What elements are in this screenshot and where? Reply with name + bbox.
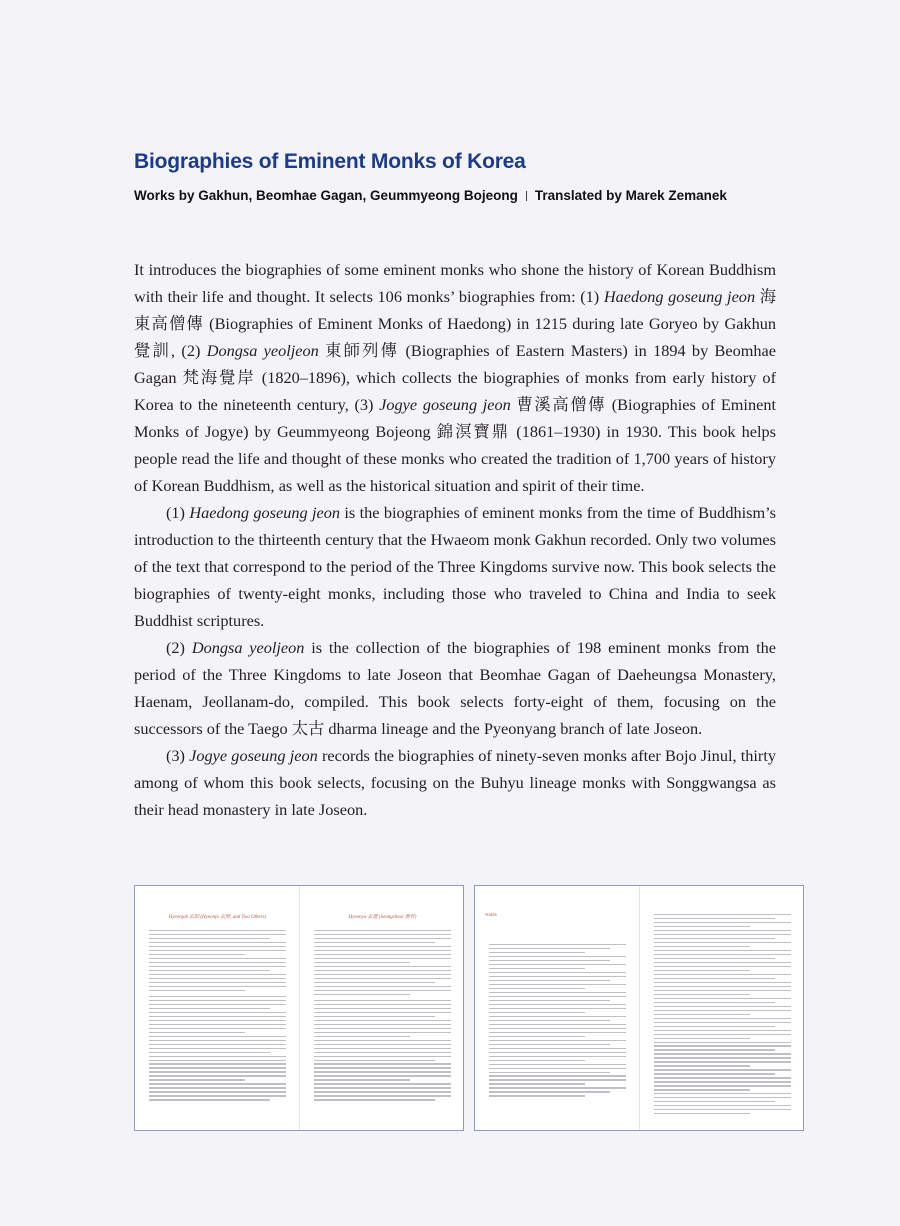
text-line-placeholder xyxy=(314,962,410,963)
text-line-placeholder xyxy=(654,954,791,955)
text-line-placeholder xyxy=(489,968,585,969)
text-line-placeholder xyxy=(314,958,451,959)
text-line-placeholder xyxy=(489,1091,610,1092)
work-title-italic: Haedong goseung jeon xyxy=(603,287,756,306)
text-line-placeholder xyxy=(314,990,451,991)
text-line-placeholder xyxy=(654,986,791,987)
text-line-placeholder xyxy=(149,966,286,967)
text-line-placeholder xyxy=(489,976,626,977)
works-credit: Works by Gakhun, Beomhae Gagan, Geummyeong Bojeong xyxy=(134,188,518,203)
text-line-placeholder xyxy=(314,994,410,995)
text-line-placeholder xyxy=(489,972,626,973)
text-line-placeholder xyxy=(654,994,750,995)
text-line-placeholder xyxy=(654,1105,791,1106)
text-line-placeholder xyxy=(654,926,750,927)
sample-page-left xyxy=(135,886,300,1131)
text-line-placeholder xyxy=(314,1032,451,1033)
text-line-placeholder xyxy=(314,970,451,971)
text-line-placeholder xyxy=(149,934,286,935)
text-line-placeholder xyxy=(654,1042,791,1043)
text-line-placeholder xyxy=(654,918,775,919)
text-line-placeholder xyxy=(654,914,791,915)
text-line-placeholder xyxy=(489,944,626,945)
text-line-placeholder xyxy=(489,1028,626,1029)
text-line-placeholder xyxy=(654,1034,791,1035)
work-title-italic: Jogye goseung jeon xyxy=(189,746,318,765)
text-lines xyxy=(314,930,451,1103)
text-line-placeholder xyxy=(654,1069,791,1070)
running-header xyxy=(650,895,795,901)
sample-notes-page-left xyxy=(475,886,640,1131)
text-line-placeholder xyxy=(489,1048,626,1049)
sample-spread-notes xyxy=(474,885,804,1131)
text-line-placeholder xyxy=(654,966,791,967)
text-line-placeholder xyxy=(654,938,775,939)
text-line-placeholder xyxy=(314,1016,435,1017)
text-line-placeholder xyxy=(149,1060,286,1061)
text-line-placeholder xyxy=(314,1095,451,1096)
text-line-placeholder xyxy=(654,1089,750,1090)
text-line-placeholder xyxy=(654,958,775,959)
running-header xyxy=(310,895,455,901)
text-line-placeholder xyxy=(149,996,286,997)
text-line-placeholder xyxy=(489,956,626,957)
text-line-placeholder xyxy=(314,1052,451,1053)
text-run: (1) xyxy=(166,503,190,522)
text-line-placeholder xyxy=(149,1020,286,1021)
text-line-placeholder xyxy=(314,1040,451,1041)
text-line-placeholder xyxy=(314,1020,451,1021)
text-line-placeholder xyxy=(314,1000,451,1001)
text-line-placeholder xyxy=(489,1083,585,1084)
text-line-placeholder xyxy=(654,1097,791,1098)
sample-page-heading: Hyeonjak 玄昭 (Hyeonjo 玄照, and Two Others) xyxy=(168,915,267,920)
credits-line xyxy=(134,188,727,203)
text-line-placeholder xyxy=(654,946,750,947)
text-line-placeholder xyxy=(654,1061,791,1062)
text-line-placeholder xyxy=(314,1044,451,1045)
sample-page-right xyxy=(300,886,464,1131)
text-run: is the collection of the biographies of 198 eminent monks from the period of the Three Kingdoms to late Joseon that Beomhae Gagan of Daeheungsa Monastery, Haenam, Jeollanam-do, compiled. This book selects forty-eight of them, focusing on the successors of the Taego 太古 dharma lineage and the Pyeonyang branch of late Joseon. xyxy=(134,638,777,738)
text-line-placeholder xyxy=(314,974,451,975)
text-line-placeholder xyxy=(314,1083,451,1084)
text-line-placeholder xyxy=(314,1067,451,1068)
text-line-placeholder xyxy=(314,1060,435,1061)
text-line-placeholder xyxy=(314,930,451,931)
text-line-placeholder xyxy=(314,1048,451,1049)
text-line-placeholder xyxy=(489,988,585,989)
text-line-placeholder xyxy=(314,1099,435,1100)
text-line-placeholder xyxy=(654,934,791,935)
work-title-italic: Dongsa yeoljeon xyxy=(206,341,319,360)
text-line-placeholder xyxy=(489,1056,626,1057)
text-line-placeholder xyxy=(314,938,451,939)
text-line-placeholder xyxy=(149,930,286,931)
text-line-placeholder xyxy=(654,1093,791,1094)
text-line-placeholder xyxy=(489,1008,626,1009)
text-line-placeholder xyxy=(654,1053,791,1054)
text-line-placeholder xyxy=(654,1113,750,1114)
text-line-placeholder xyxy=(149,938,270,939)
text-line-placeholder xyxy=(314,1071,451,1072)
text-line-placeholder xyxy=(149,954,245,955)
text-line-placeholder xyxy=(654,974,791,975)
text-line-placeholder xyxy=(654,922,791,923)
text-line-placeholder xyxy=(489,960,610,961)
text-line-placeholder xyxy=(489,1072,610,1073)
text-line-placeholder xyxy=(149,1095,286,1096)
text-line-placeholder xyxy=(654,930,791,931)
text-line-placeholder xyxy=(149,978,286,979)
text-line-placeholder xyxy=(654,1077,791,1078)
text-run: It introduces the biographies of some eminent monks who shone the history of Korean Buddhism with their life and thought. It selects 106 monks’ biographies from: (1) xyxy=(134,260,776,306)
text-line-placeholder xyxy=(149,1012,286,1013)
text-line-placeholder xyxy=(149,1052,270,1053)
sample-notes-page-right xyxy=(640,886,804,1131)
text-line-placeholder xyxy=(314,1056,451,1057)
text-line-placeholder xyxy=(314,954,451,955)
text-line-placeholder xyxy=(654,1065,750,1066)
text-line-placeholder xyxy=(489,980,610,981)
text-line-placeholder xyxy=(489,1068,626,1069)
notes-lines xyxy=(489,944,626,1099)
text-line-placeholder xyxy=(654,1010,791,1011)
text-line-placeholder xyxy=(654,1030,791,1031)
text-line-placeholder xyxy=(149,974,286,975)
text-line-placeholder xyxy=(654,962,791,963)
text-line-placeholder xyxy=(654,978,775,979)
text-line-placeholder xyxy=(489,1044,610,1045)
book-description xyxy=(134,256,776,823)
text-line-placeholder xyxy=(654,1057,791,1058)
text-line-placeholder xyxy=(489,1016,626,1017)
description-paragraph-2 xyxy=(134,499,776,634)
text-line-placeholder xyxy=(654,990,791,991)
text-line-placeholder xyxy=(489,992,626,993)
text-line-placeholder xyxy=(489,948,610,949)
text-line-placeholder xyxy=(149,1032,245,1033)
text-line-placeholder xyxy=(314,942,435,943)
text-line-placeholder xyxy=(149,1087,286,1088)
notes-heading: Notes xyxy=(485,913,497,918)
running-header xyxy=(485,895,630,901)
text-line-placeholder xyxy=(489,1004,626,1005)
text-line-placeholder xyxy=(149,1040,286,1041)
running-header xyxy=(145,895,290,901)
text-line-placeholder xyxy=(149,990,245,991)
text-line-placeholder xyxy=(314,986,451,987)
text-run: 曹溪高僧傳 (Biographies of Eminent Monks of Jogye) by Geummyeong Bojeong 錦溟寶鼎 (1861–1930) in 1930. This book helps people read the life and thought of these monks who created the tradition of 1,700 years of history of Korean Buddhism, as well as the historical situation and spirit of their time. xyxy=(134,395,776,495)
text-line-placeholder xyxy=(489,1075,626,1076)
text-line-placeholder xyxy=(654,1073,775,1074)
text-line-placeholder xyxy=(489,1052,626,1053)
sample-page-heading: Hyeonyu 玄遊 (Seungcheol 僧哲) xyxy=(348,915,417,920)
text-line-placeholder xyxy=(149,1067,286,1068)
text-line-placeholder xyxy=(149,1079,245,1080)
text-line-placeholder xyxy=(654,998,791,999)
text-line-placeholder xyxy=(314,966,451,967)
text-line-placeholder xyxy=(654,1018,791,1019)
credit-separator xyxy=(526,191,527,201)
text-run: 海東高僧傳 (Biographies of Eminent Monks of Haedong) in 1215 during late Goryeo by Gakhun 覺訓, (2) xyxy=(134,287,777,360)
text-line-placeholder xyxy=(314,946,451,947)
text-line-placeholder xyxy=(489,984,626,985)
text-line-placeholder xyxy=(149,1008,270,1009)
text-line-placeholder xyxy=(149,1075,286,1076)
text-line-placeholder xyxy=(314,1063,451,1064)
text-line-placeholder xyxy=(489,1012,585,1013)
text-line-placeholder xyxy=(149,1016,286,1017)
text-line-placeholder xyxy=(654,1026,775,1027)
text-line-placeholder xyxy=(489,1032,626,1033)
text-line-placeholder xyxy=(489,1095,585,1096)
text-line-placeholder xyxy=(149,986,286,987)
text-line-placeholder xyxy=(314,1075,451,1076)
text-line-placeholder xyxy=(149,1000,286,1001)
text-line-placeholder xyxy=(149,1099,270,1100)
text-line-placeholder xyxy=(149,1091,286,1092)
text-line-placeholder xyxy=(149,970,270,971)
text-line-placeholder xyxy=(489,1040,626,1041)
text-line-placeholder xyxy=(654,942,791,943)
text-line-placeholder xyxy=(314,1036,410,1037)
text-line-placeholder xyxy=(489,1024,626,1025)
text-line-placeholder xyxy=(314,1091,451,1092)
text-line-placeholder xyxy=(489,1079,626,1080)
text-line-placeholder xyxy=(314,1087,451,1088)
text-run: (3) xyxy=(166,746,190,765)
text-line-placeholder xyxy=(314,978,451,979)
text-line-placeholder xyxy=(149,982,286,983)
text-line-placeholder xyxy=(314,982,435,983)
text-line-placeholder xyxy=(489,1087,626,1088)
text-line-placeholder xyxy=(149,946,286,947)
text-line-placeholder xyxy=(314,1079,410,1080)
text-line-placeholder xyxy=(654,1022,791,1023)
text-line-placeholder xyxy=(314,1024,451,1025)
text-line-placeholder xyxy=(489,1064,626,1065)
work-title-italic: Dongsa yeoljeon xyxy=(191,638,305,657)
text-line-placeholder xyxy=(149,1004,286,1005)
text-line-placeholder xyxy=(149,958,286,959)
text-line-placeholder xyxy=(314,1004,451,1005)
text-line-placeholder xyxy=(314,934,451,935)
text-run: records the biographies of ninety-seven monks after Bojo Jinul, thirty among of whom this book selects, focusing on the Buhyu lineage monks with Songgwangsa as their head monastery in late Joseon. xyxy=(134,746,776,819)
text-line-placeholder xyxy=(149,1048,286,1049)
text-line-placeholder xyxy=(314,1028,451,1029)
text-line-placeholder xyxy=(654,1014,750,1015)
text-line-placeholder xyxy=(489,1060,585,1061)
description-paragraph-1 xyxy=(134,256,776,499)
text-line-placeholder xyxy=(314,1012,451,1013)
text-line-placeholder xyxy=(149,1036,286,1037)
text-line-placeholder xyxy=(149,942,286,943)
text-line-placeholder xyxy=(654,970,750,971)
text-line-placeholder xyxy=(654,950,791,951)
description-paragraph-4 xyxy=(134,742,776,823)
text-line-placeholder xyxy=(654,1045,791,1046)
text-line-placeholder xyxy=(654,982,791,983)
text-run: is the biographies of eminent monks from the time of Buddhism’s introduction to the thirteenth century that the Hwaeom monk Gakhun recorded. Only two volumes of the text that correspond to the period of the Three Kingdoms survive now. This book selects the biographies of twenty-eight monks, including those who traveled to China and India to seek Buddhist scriptures. xyxy=(134,503,776,630)
text-run: 東師列傳 (Biographies of Eastern Masters) in 1894 by Beomhae Gagan 梵海覺岸 (1820–1896), which collects the biographies of monks from early history of Korea to the nineteenth century, (3) xyxy=(134,341,777,414)
text-line-placeholder xyxy=(314,1008,451,1009)
text-line-placeholder xyxy=(654,1006,791,1007)
book-title: Biographies of Eminent Monks of Korea xyxy=(134,150,526,173)
translator-credit: Translated by Marek Zemanek xyxy=(534,188,727,203)
text-line-placeholder xyxy=(149,1083,286,1084)
work-title-italic: Haedong goseung jeon xyxy=(189,503,341,522)
text-line-placeholder xyxy=(149,1056,286,1057)
text-line-placeholder xyxy=(654,1109,791,1110)
text-line-placeholder xyxy=(654,1101,775,1102)
text-line-placeholder xyxy=(654,1085,791,1086)
text-line-placeholder xyxy=(489,952,585,953)
text-line-placeholder xyxy=(489,1000,610,1001)
text-line-placeholder xyxy=(149,950,286,951)
text-line-placeholder xyxy=(654,1049,775,1050)
text-line-placeholder xyxy=(654,1038,750,1039)
text-line-placeholder xyxy=(654,1081,791,1082)
text-line-placeholder xyxy=(314,950,451,951)
text-line-placeholder xyxy=(489,1020,610,1021)
sample-spread-biographies xyxy=(134,885,464,1131)
description-paragraph-3 xyxy=(134,634,776,742)
text-line-placeholder xyxy=(489,996,626,997)
text-line-placeholder xyxy=(149,1063,286,1064)
text-line-placeholder xyxy=(149,1024,286,1025)
text-line-placeholder xyxy=(149,962,286,963)
text-lines xyxy=(149,930,286,1103)
text-line-placeholder xyxy=(654,1002,775,1003)
text-line-placeholder xyxy=(489,964,626,965)
text-line-placeholder xyxy=(489,1036,585,1037)
text-line-placeholder xyxy=(149,1028,286,1029)
text-line-placeholder xyxy=(149,1044,286,1045)
text-run: (2) xyxy=(166,638,192,657)
notes-lines xyxy=(654,914,791,1117)
work-title-italic: Jogye goseung jeon xyxy=(379,395,511,414)
text-line-placeholder xyxy=(149,1071,286,1072)
